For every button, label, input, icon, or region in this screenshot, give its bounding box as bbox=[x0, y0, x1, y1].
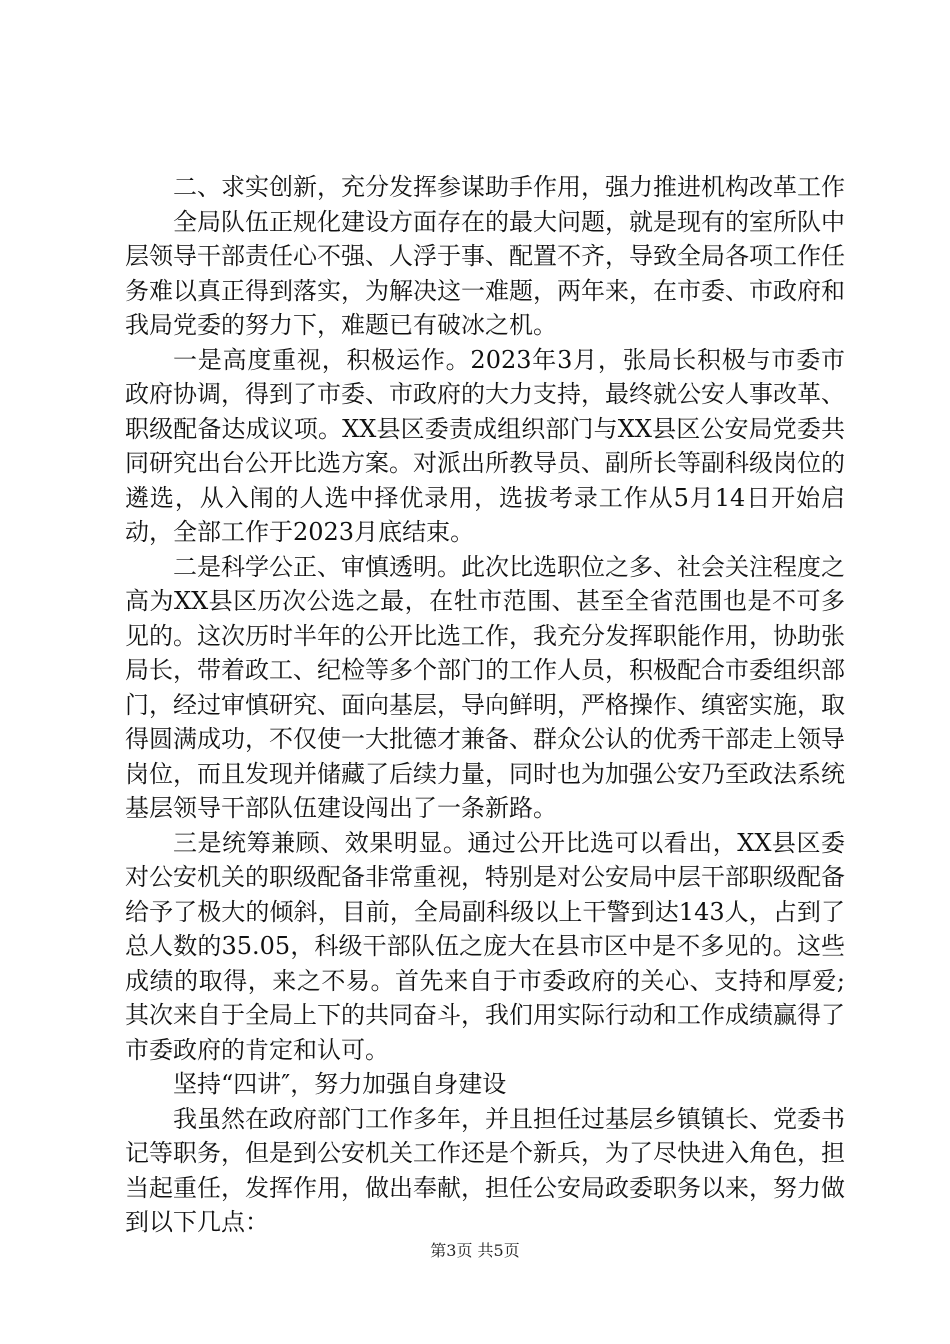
paragraph-problem-overview: 全局队伍正规化建设方面存在的最大问题，就是现有的室所队中层领导干部责任心不强、人浮于事、配置不齐，导致全局各项工作任务难以真正得到落实，为解决这一难题，两年来，在市委、市政府和我局党委的努力下，难题已有破冰之机。 bbox=[125, 207, 845, 339]
paragraph-point-two: 二是科学公正、审慎透明。此次比选职位之多、社会关注程度之高为XX县区历次公选之最，在牡市范围、甚至全省范围也是不可多见的。这次历时半年的公开比选工作，我充分发挥职能作用，协助张局长，带着政工、纪检等多个部门的工作人员，积极配合市委组织部门，经过审慎研究、面向基层，导向鲜明，严格操作、缜密实施，取得圆满成功，不仅使一大批德才兼备、群众公认的优秀干部走上领导岗位，而且发现并储藏了后续力量，同时也为加强公安乃至政法系统基层领导干部队伍建设闯出了一条新路。 bbox=[125, 552, 845, 822]
document-body bbox=[125, 170, 845, 1240]
paragraph-self-building: 我虽然在政府部门工作多年，并且担任过基层乡镇镇长、党委书记等职务，但是到公安机关工作还是个新兵，为了尽快进入角色，担当起重任，发挥作用，做出奉献，担任公安局政委职务以来，努力做到以下几点： bbox=[125, 1104, 845, 1236]
section-heading-reform: 二、求实创新，充分发挥参谋助手作用，强力推进机构改革工作 bbox=[173, 173, 845, 201]
section-heading-self-building: 坚持“四讲″，努力加强自身建设 bbox=[173, 1070, 507, 1098]
page-footer: 第3页 共5页 bbox=[430, 1241, 520, 1260]
paragraph-point-one: 一是高度重视，积极运作。2023年3月，张局长积极与市委市政府协调，得到了市委、市政府的大力支持，最终就公安人事改革、职级配备达成议项。XX县区委责成组织部门与XX县区公安局党委共同研究出台公开比选方案。对派出所教导员、副所长等副科级岗位的遴选，从入闱的人选中择优录用，选拔考录工作从5月14日开始启动，全部工作于2023月底结束。 bbox=[125, 345, 845, 546]
paragraph-point-three: 三是统筹兼顾、效果明显。通过公开比选可以看出，XX县区委对公安机关的职级配备非常重视，特别是对公安局中层干部职级配备给予了极大的倾斜，目前，全局副科级以上干警到达143人，占到了总人数的35.05，科级干部队伍之庞大在县市区中是不多见的。这些成绩的取得，来之不易。首先来自于市委政府的关心、支持和厚爱;其次来自于全局上下的共同奋斗，我们用实际行动和工作成绩赢得了市委政府的肯定和认可。 bbox=[125, 828, 845, 1064]
